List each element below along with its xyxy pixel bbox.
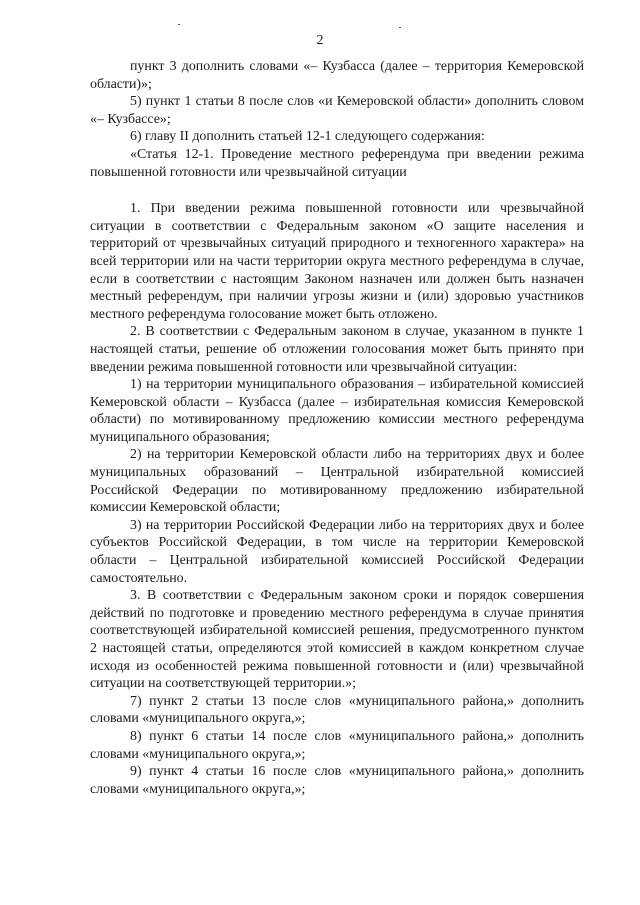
paragraph: 3. В соответствии с Федеральным законом сроки и порядок совершения действий по подготовке и проведению местного референдума в случае принятия соответствующей избирательной комиссией решения, предусмотренного пунктом 2 настоящей статьи, определяются этой комиссией в каждом конкретном случае исходя из особенностей режима повышенной готовности и (или) чрезвычайной ситуации на соответствующей территории.»;	[90, 588, 584, 692]
paragraph: пункт 3 дополнить словами «– Кузбасса (далее – территория Кемеровской области)»;	[90, 59, 584, 92]
paragraph: 1) на территории муниципального образования – избирательной комиссией Кемеровской области – Кузбасса (далее – избирательная комиссия Кемеровской области) по мотивированному предложению комиссии местного референдума муниципального образования;	[90, 377, 584, 445]
paragraph: 8) пункт 6 статьи 14 после слов «муниципального района,» дополнить словами «муниципального округа,»;	[90, 728, 584, 762]
scan-speck	[178, 24, 180, 25]
paragraph: 5) пункт 1 статьи 8 после слов «и Кемеровской области» дополнить словом «– Кузбассе»;	[90, 94, 584, 127]
paragraph: 1. При введении режима повышенной готовности или чрезвычайной ситуации в соответствии с Федеральным законом «О защите населения и территорий от чрезвычайных ситуаций природного и техногенного характера» на всей территории или на части территории округа местного референдума в случае, если в соответствии с настоящим Законом назначен или должен быть назначен местный референдум, при наличии угрозы жизни и (или) здоровью участников местного референдума голосование может быть отложено.	[90, 201, 584, 322]
document-body	[90, 58, 584, 798]
article-heading: «Статья 12-1. Проведение местного референдума при введении режима повышенной готовности или чрезвычайной ситуации	[90, 146, 584, 180]
paragraph: 9) пункт 4 статьи 16 после слов «муниципального района,» дополнить словами «муниципального округа,»;	[90, 764, 584, 797]
paragraph: 2. В соответствии с Федеральным законом в случае, указанном в пункте 1 настоящей статьи, решение об отложении голосования может быть принято при введении режима повышенной готовности или чрезвычайной ситуации:	[90, 324, 584, 375]
page-number: 2	[316, 33, 324, 48]
paragraph: 7) пункт 2 статьи 13 после слов «муниципального района,» дополнить словами «муниципального округа,»;	[90, 693, 584, 727]
paragraph: 6) главу II дополнить статьей 12-1 следующего содержания:	[130, 129, 485, 145]
scan-speck	[399, 27, 401, 28]
paragraph: 3) на территории Российской Федерации либо на территориях двух и более субъектов Российской Федерации, в том числе на территории Кемеровской области – Центральной избирательной комиссией Российской Федерации самостоятельно.	[90, 517, 584, 586]
paragraph: 2) на территории Кемеровской области либо на территориях двух и более муниципальных образований – Центральной избирательной комиссией Российской Федерации по мотивированному предложению избирательной комиссии Кемеровской области;	[90, 447, 584, 516]
